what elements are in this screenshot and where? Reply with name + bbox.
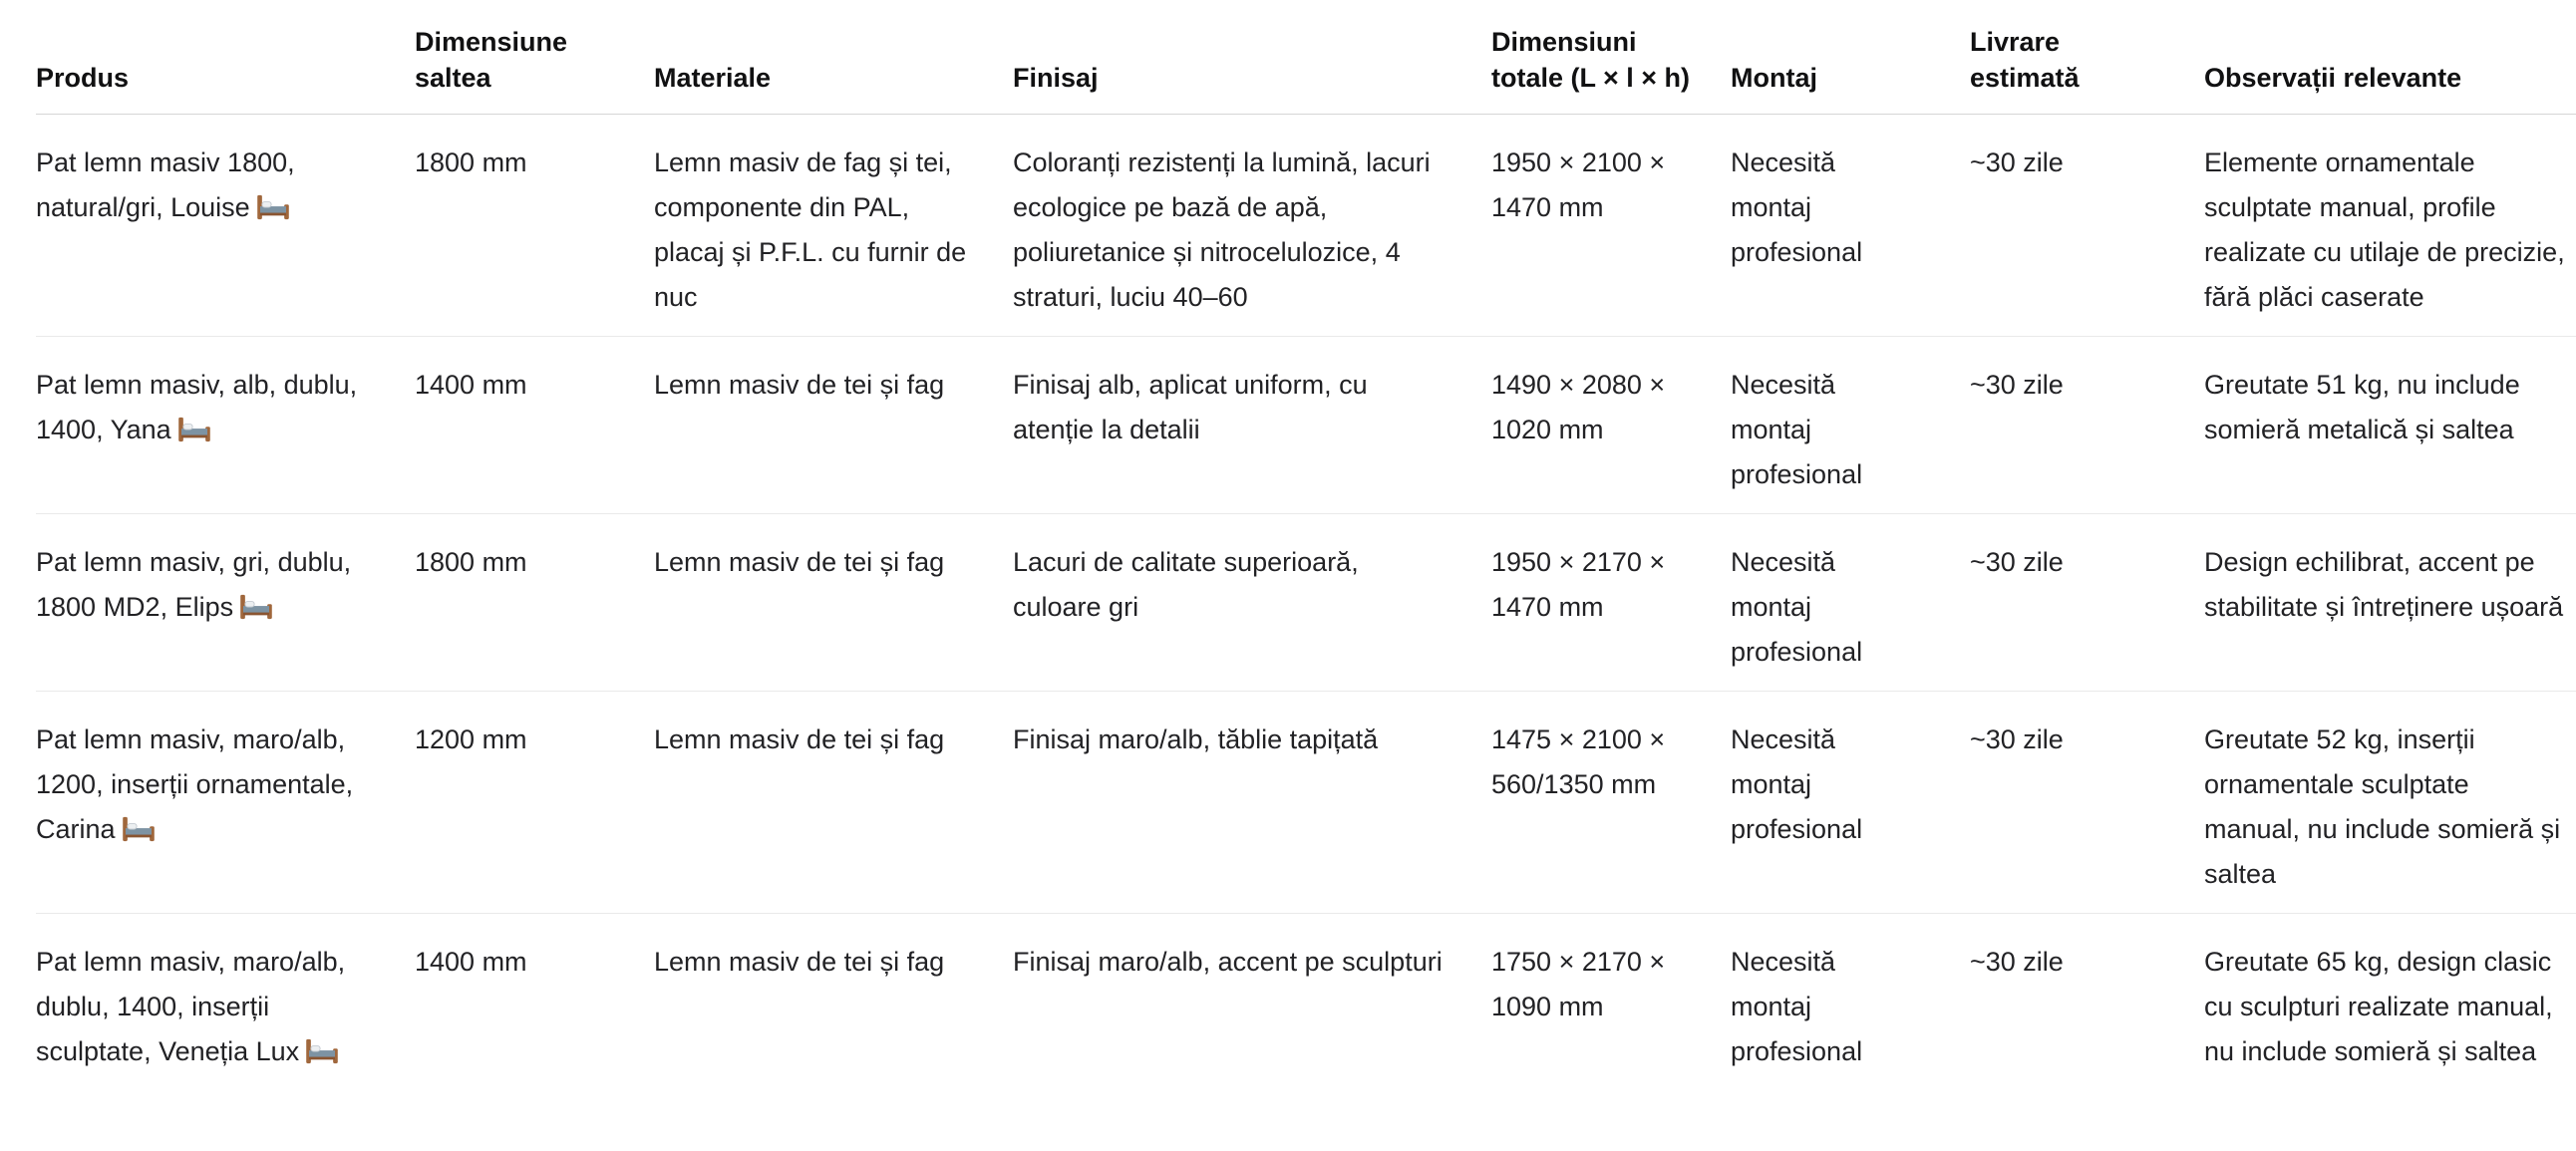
cell-finisaj: Finisaj maro/alb, accent pe sculpturi <box>1013 947 1443 977</box>
bed-icon <box>177 417 211 442</box>
cell-montaj: Necesită montaj profesional <box>1731 514 1970 692</box>
cell-produs <box>36 692 415 914</box>
cell-livrare: ~30 zile <box>1970 514 2204 692</box>
table-row <box>36 115 2576 337</box>
cell-observatii: Greutate 51 kg, nu include somieră metalică și saltea <box>2204 337 2576 514</box>
cell-observatii: Greutate 65 kg, design clasic cu sculpturi realizate manual, nu include somieră și saltea <box>2204 947 2553 1066</box>
product-name: Pat lemn masiv, maro/alb, dublu, 1400, inserții sculptate, Veneția Lux <box>36 947 346 1066</box>
cell-produs <box>36 115 415 337</box>
cell-materiale: Lemn masiv de fag și tei, componente din PAL, placaj și P.F.L. cu furnir de nuc <box>654 115 1013 337</box>
cell-produs <box>36 914 415 1091</box>
column-header-livrare: Livrare estimată <box>1970 6 2204 115</box>
column-header-produs: Produs <box>36 6 415 115</box>
cell-montaj: Necesită montaj profesional <box>1731 947 1863 1066</box>
bed-icon <box>305 1038 339 1064</box>
cell-dimensiune-saltea: 1400 mm <box>415 337 654 514</box>
cell-montaj: Necesită montaj profesional <box>1731 337 1970 514</box>
cell-livrare: ~30 zile <box>1970 947 2064 977</box>
cell-observatii: Greutate 52 kg, inserții ornamentale sculptate manual, nu include somieră și saltea <box>2204 692 2576 914</box>
cell-produs <box>36 514 415 692</box>
cell-observatii: Design echilibrat, accent pe stabilitate și întreținere ușoară <box>2204 514 2576 692</box>
product-name: Pat lemn masiv, alb, dublu, 1400, Yana <box>36 370 358 444</box>
cell-finisaj: Finisaj alb, aplicat uniform, cu atenție la detalii <box>1013 337 1491 514</box>
cell-produs <box>36 337 415 514</box>
cell-livrare: ~30 zile <box>1970 692 2204 914</box>
cell-materiale: Lemn masiv de tei și fag <box>654 514 1013 692</box>
cell-dimensiune-saltea: 1400 mm <box>415 947 527 977</box>
bed-icon <box>122 816 156 842</box>
cell-dimensiune-saltea: 1800 mm <box>415 514 654 692</box>
bed-icon <box>256 194 290 220</box>
cell-montaj: Necesită montaj profesional <box>1731 115 1970 337</box>
cell-dimensiuni-totale: 1475 × 2100 × 560/1350 mm <box>1491 692 1731 914</box>
cell-dimensiune-saltea: 1800 mm <box>415 115 654 337</box>
column-header-saltea: Dimensiune saltea <box>415 6 654 115</box>
column-header-observatii: Observații relevante <box>2204 6 2576 115</box>
product-name: Pat lemn masiv 1800, natural/gri, Louise <box>36 147 295 222</box>
table-row <box>36 692 2576 914</box>
table-row <box>36 914 2576 1091</box>
cell-materiale: Lemn masiv de tei și fag <box>654 692 1013 914</box>
cell-materiale: Lemn masiv de tei și fag <box>654 947 945 977</box>
cell-dimensiuni-totale: 1950 × 2170 × 1470 mm <box>1491 514 1731 692</box>
products-table <box>36 6 2576 1090</box>
product-name: Pat lemn masiv, maro/alb, 1200, inserții ornamentale, Carina <box>36 724 354 844</box>
cell-dimensiune-saltea: 1200 mm <box>415 692 654 914</box>
cell-livrare: ~30 zile <box>1970 337 2204 514</box>
table-header-row <box>36 6 2576 115</box>
cell-finisaj: Coloranți rezistenți la lumină, lacuri ecologice pe bază de apă, poliuretanice și nitrocelulozice, 4 straturi, luciu 40–60 <box>1013 115 1491 337</box>
column-header-dimensiuni: Dimensiuni totale (L × l × h) <box>1491 6 1731 115</box>
bed-icon <box>239 594 273 620</box>
table-row <box>36 514 2576 692</box>
cell-dimensiuni-totale: 1950 × 2100 × 1470 mm <box>1491 115 1731 337</box>
cell-montaj: Necesită montaj profesional <box>1731 692 1970 914</box>
table-row <box>36 337 2576 514</box>
column-header-finisaj: Finisaj <box>1013 6 1491 115</box>
column-header-materiale: Materiale <box>654 6 1013 115</box>
column-header-montaj: Montaj <box>1731 6 1970 115</box>
cell-observatii: Elemente ornamentale sculptate manual, profile realizate cu utilaje de precizie, fără plăci caserate <box>2204 115 2576 337</box>
cell-finisaj: Lacuri de calitate superioară, culoare gri <box>1013 514 1491 692</box>
cell-livrare: ~30 zile <box>1970 115 2204 337</box>
cell-finisaj: Finisaj maro/alb, tăblie tapițată <box>1013 692 1491 914</box>
product-name: Pat lemn masiv, gri, dublu, 1800 MD2, Elips <box>36 547 352 622</box>
cell-dimensiuni-totale: 1490 × 2080 × 1020 mm <box>1491 337 1731 514</box>
cell-dimensiuni-totale: 1750 × 2170 × 1090 mm <box>1491 947 1666 1021</box>
cell-materiale: Lemn masiv de tei și fag <box>654 337 1013 514</box>
